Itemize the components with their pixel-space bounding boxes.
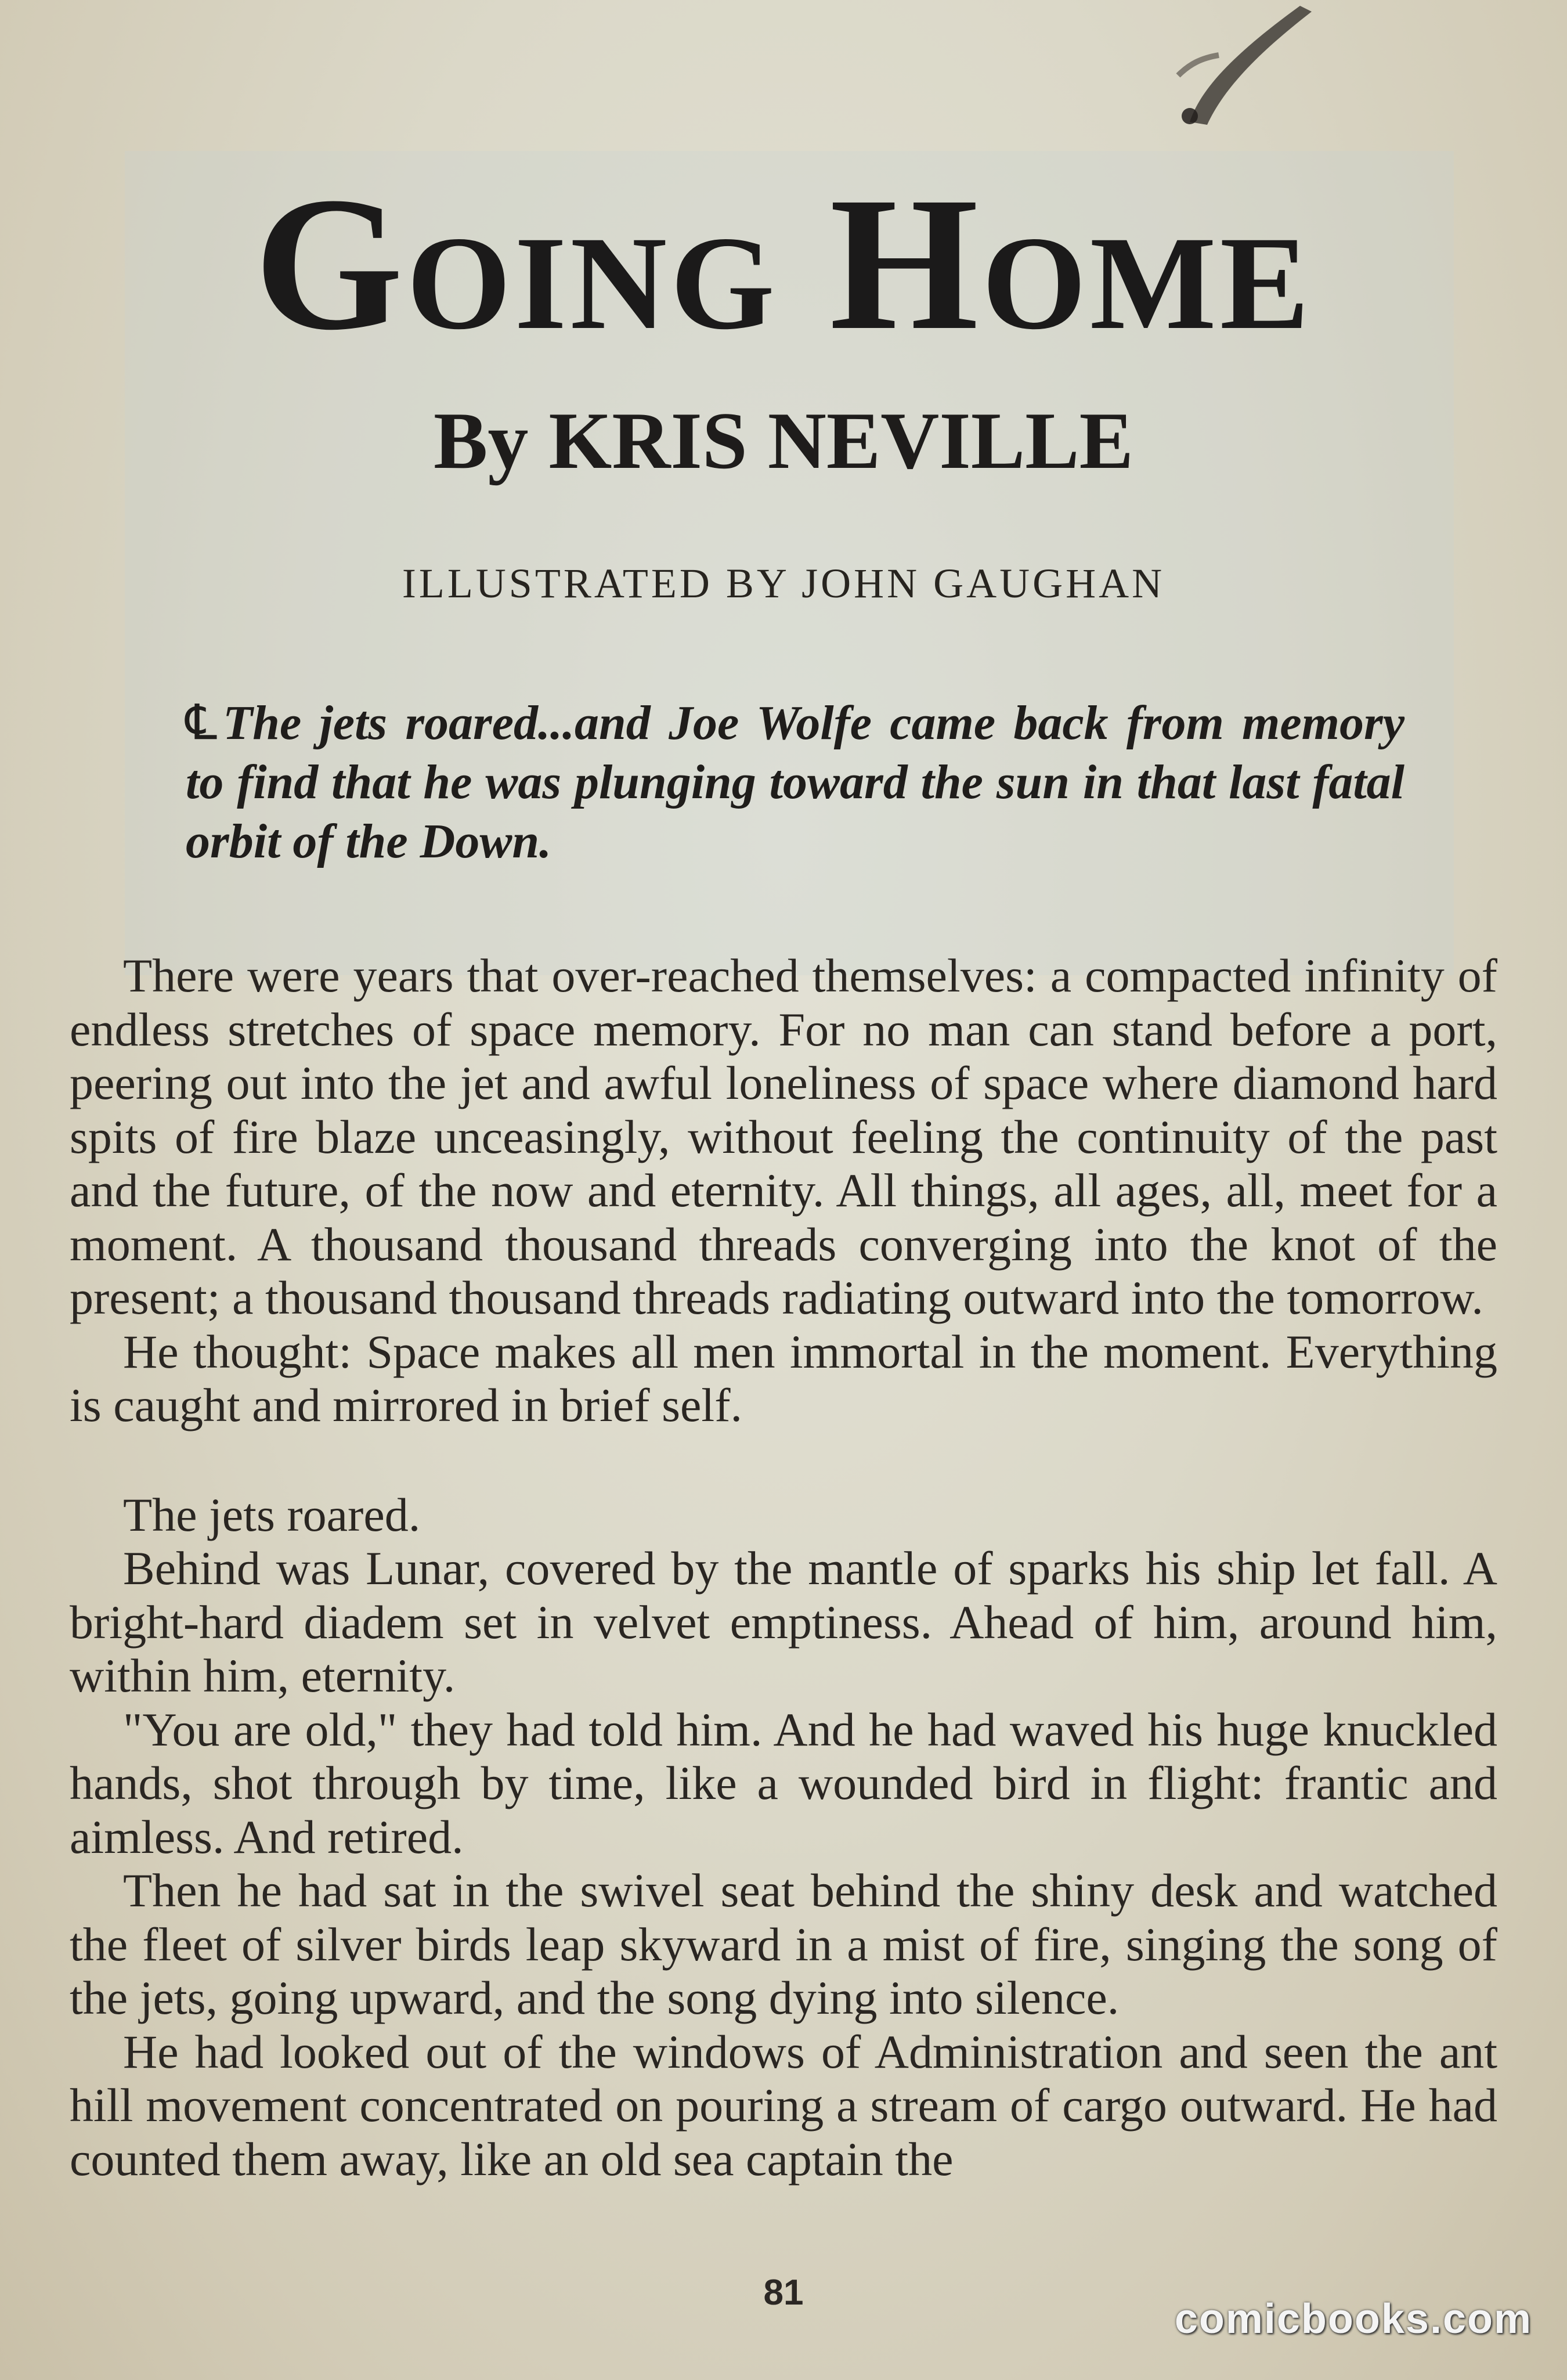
body-paragraph: Behind was Lunar, covered by the mantle of sparks his ship let fall. A bright-hard diadem set in velvet emptiness. Ahead of him, around him, within him, eternity.	[70, 1542, 1497, 1702]
body-paragraph: The jets roared.	[123, 1488, 421, 1541]
source-watermark: comicbooks.com	[1174, 2296, 1532, 2342]
body-paragraph: Then he had sat in the swivel seat behind the shiny desk and watched the fleet of silver birds leap skyward in a mist of fire, singing the song of the jets, going upward, and the song dying into silence.	[70, 1864, 1497, 2024]
body-paragraph: He had looked out of the windows of Administration and seen the ant hill movement concentrated on pouring a stream of cargo outward. He had counted them away, like an old sea captain the	[70, 2025, 1497, 2186]
ink-smudge-mark	[1167, 0, 1317, 134]
story-blurb-text: The jets roared...and Joe Wolfe came back from memory to find that he was plunging toward the sun in that last fatal orbit of the Down.	[186, 696, 1404, 868]
author-byline: By KRIS NEVILLE	[434, 396, 1133, 486]
story-blurb	[186, 694, 1404, 871]
story-title: Going Home	[254, 158, 1313, 370]
body-paragraph: "You are old," they had told him. And he had waved his huge knuckled hands, shot through by time, like a wounded bird in flight: frantic and aimless. And retired.	[70, 1703, 1497, 1863]
section-break	[70, 1433, 1497, 1488]
paragraph-mark-icon: ℄	[186, 696, 217, 750]
body-paragraph: There were years that over-reached themselves: a compacted infinity of endless stretches of space memory. For no man can stand before a port, peering out into the jet and awful loneliness of space where diamond hard spits of fire blaze unceasingly, without feeling the continuity of the past and the future, of the now and eternity. All things, all ages, all, meet for a moment. A thousand thousand threads converging into the knot of the present; a thousand thousand threads radiating outward into the tomorrow.	[70, 949, 1497, 1324]
illustrator-credit: ILLUSTRATED BY JOHN GAUGHAN	[402, 560, 1165, 607]
body-paragraph: He thought: Space makes all men immortal in the moment. Everything is caught and mirrored in brief self.	[70, 1325, 1497, 1431]
story-body	[70, 949, 1497, 2186]
page-number: 81	[763, 2273, 804, 2313]
